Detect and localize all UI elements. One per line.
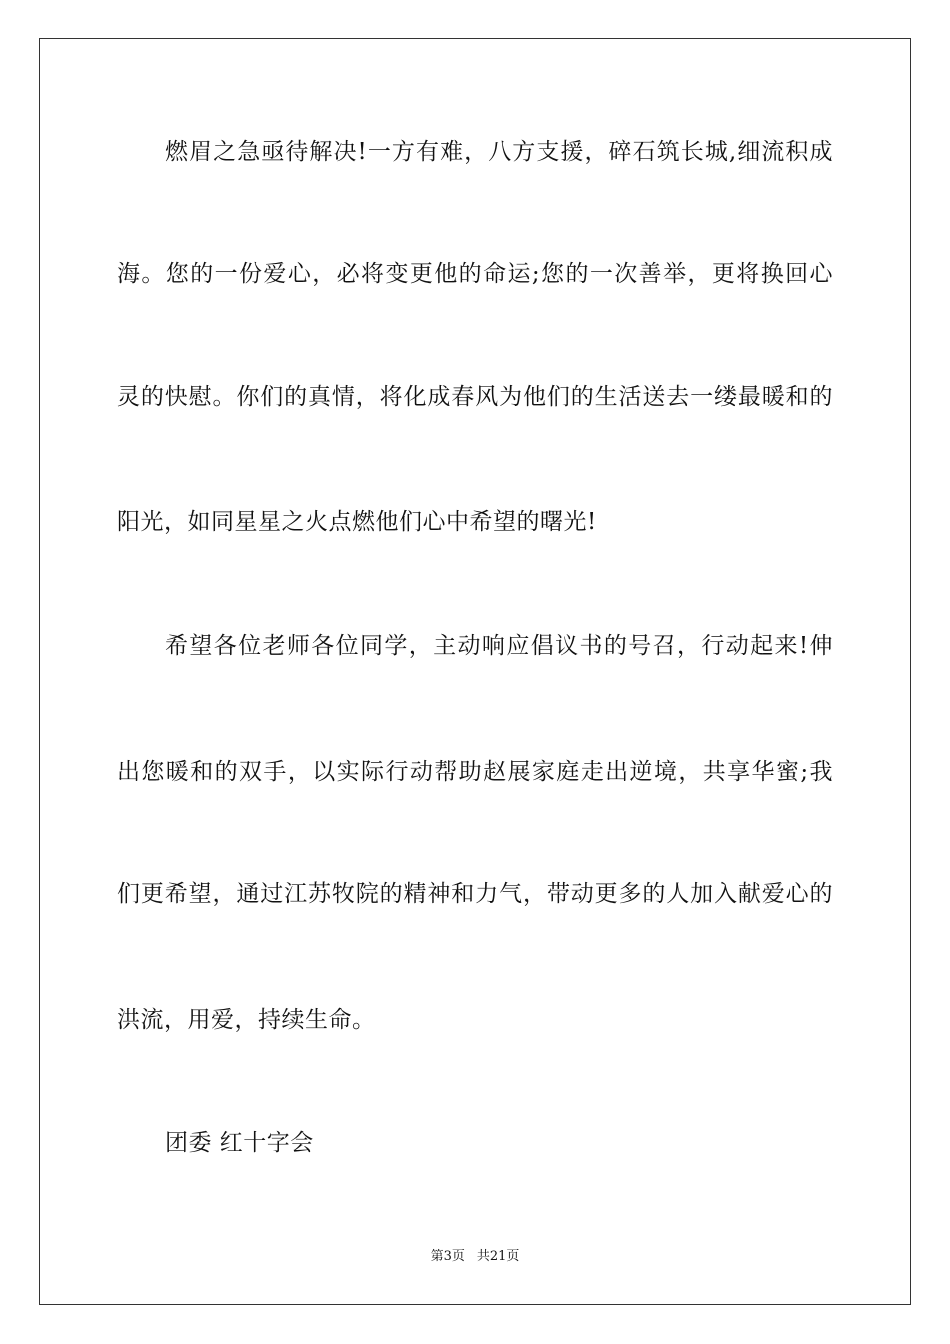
page-total: 共21页 (476, 1249, 520, 1264)
paragraph-2-line-2: 出您暖和的双手，以实际行动帮助赵展家庭走出逆境，共享华蜜;我 (117, 759, 833, 785)
paragraph-1-line-3: 灵的快慰。你们的真情，将化成春风为他们的生活送去一缕最暖和的 (117, 384, 833, 410)
paragraph-1-line-1: 燃眉之急亟待解决!一方有难，八方支援，碎石筑长城,细流积成 (165, 139, 833, 165)
page-number: 第3页 (430, 1249, 465, 1264)
paragraph-1-line-4: 阳光，如同星星之火点燃他们心中希望的曙光! (117, 509, 597, 535)
paragraph-2-line-3: 们更希望，通过江苏牧院的精神和力气，带动更多的人加入献爱心的 (117, 881, 833, 907)
page-frame (39, 38, 911, 1305)
paragraph-2-line-1: 希望各位老师各位同学，主动响应倡议书的号召，行动起来!伸 (165, 633, 833, 659)
paragraph-2-line-4: 洪流，用爱，持续生命。 (117, 1007, 376, 1033)
paragraph-1-line-2: 海。您的一份爱心，必将变更他的命运;您的一次善举，更将换回心 (117, 261, 833, 287)
signature: 团委 红十字会 (165, 1130, 314, 1156)
page-footer (0, 1248, 950, 1266)
